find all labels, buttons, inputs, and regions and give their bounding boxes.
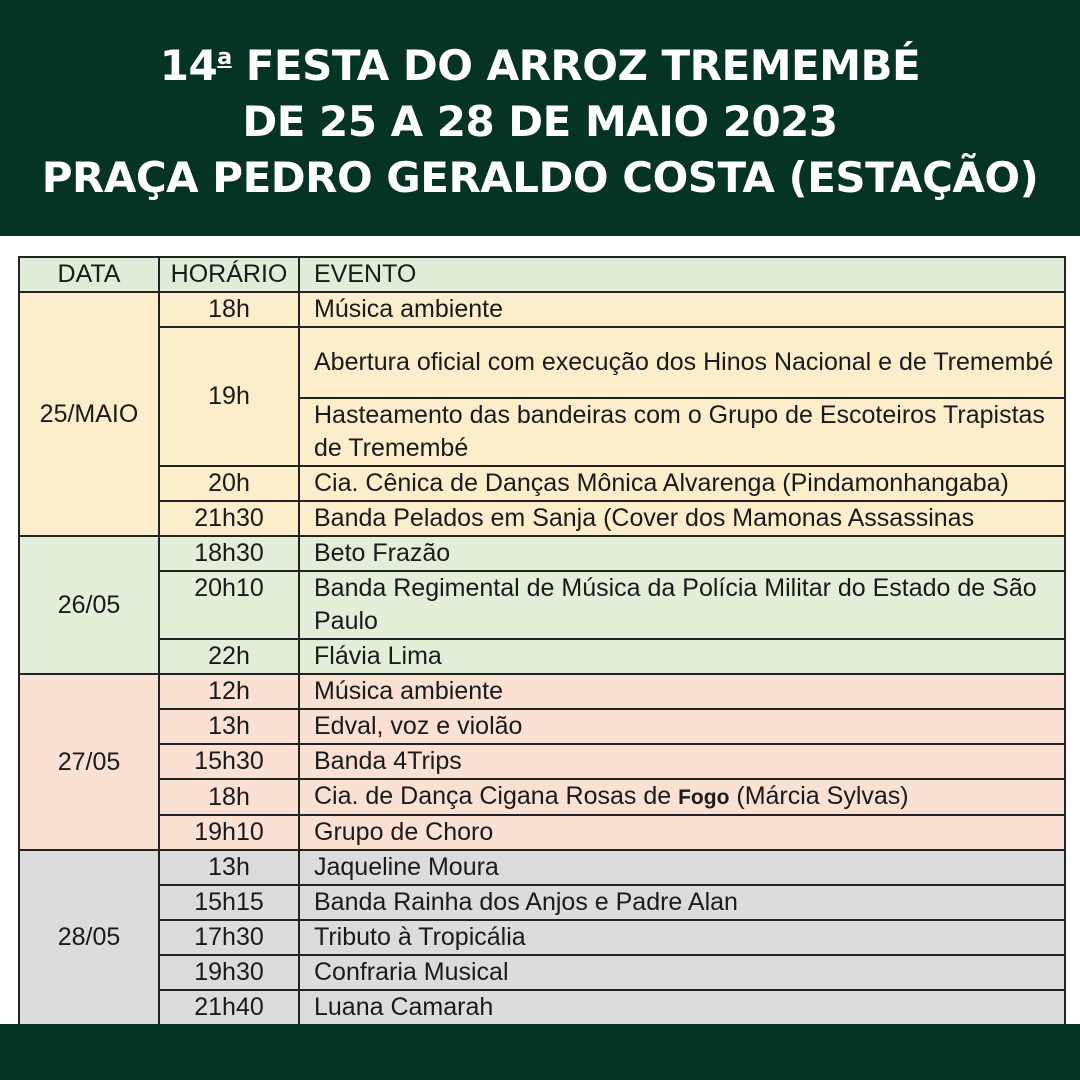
column-header-event: EVENTO bbox=[299, 257, 1065, 292]
time-cell: 20h10 bbox=[159, 571, 299, 639]
festival-name: FESTA DO ARROZ TREMEMBÉ bbox=[231, 41, 921, 90]
day-group-25-maio bbox=[19, 292, 1065, 536]
table-row bbox=[19, 990, 1065, 1025]
edition-ordinal: a bbox=[217, 45, 232, 70]
event-cell: Confraria Musical bbox=[299, 955, 1065, 990]
date-cell: 26/05 bbox=[19, 536, 159, 674]
table-row bbox=[19, 850, 1065, 885]
date-cell: 28/05 bbox=[19, 850, 159, 1025]
time-cell: 19h30 bbox=[159, 955, 299, 990]
column-header-time: HORÁRIO bbox=[159, 257, 299, 292]
event-text-start: Cia. de Dança Cigana Rosas de bbox=[314, 782, 679, 810]
time-cell: 12h bbox=[159, 674, 299, 709]
time-cell: 15h30 bbox=[159, 744, 299, 779]
event-cell: Banda Rainha dos Anjos e Padre Alan bbox=[299, 885, 1065, 920]
table-row bbox=[19, 571, 1065, 639]
time-cell: 21h30 bbox=[159, 501, 299, 536]
event-cell: Banda Pelados em Sanja (Cover dos Mamonas Assassinas bbox=[299, 501, 1065, 536]
table-row bbox=[19, 639, 1065, 674]
event-cell: Grupo de Choro bbox=[299, 815, 1065, 850]
date-cell: 27/05 bbox=[19, 674, 159, 850]
event-cell: Banda Regimental de Música da Polícia Militar do Estado de São Paulo bbox=[299, 571, 1065, 639]
header-location: PRAÇA PEDRO GERALDO COSTA (ESTAÇÃO) bbox=[41, 153, 1039, 202]
day-group-26-05 bbox=[19, 536, 1065, 674]
table-row bbox=[19, 779, 1065, 815]
time-cell: 19h bbox=[159, 327, 299, 466]
table-row bbox=[19, 955, 1065, 990]
table-row bbox=[19, 327, 1065, 398]
event-text-end: (Márcia Sylvas) bbox=[729, 782, 909, 810]
event-header bbox=[0, 0, 1080, 236]
time-cell: 15h15 bbox=[159, 885, 299, 920]
table-row bbox=[19, 815, 1065, 850]
time-cell: 19h10 bbox=[159, 815, 299, 850]
time-cell: 13h bbox=[159, 709, 299, 744]
time-cell: 22h bbox=[159, 639, 299, 674]
table-row bbox=[19, 536, 1065, 571]
event-cell: Música ambiente bbox=[299, 674, 1065, 709]
event-cell bbox=[299, 779, 1065, 815]
table-row bbox=[19, 885, 1065, 920]
table-row bbox=[19, 501, 1065, 536]
event-cell: Jaqueline Moura bbox=[299, 850, 1065, 885]
table-row bbox=[19, 292, 1065, 327]
event-cell: Tributo à Tropicália bbox=[299, 920, 1065, 955]
table-row bbox=[19, 466, 1065, 501]
time-cell: 17h30 bbox=[159, 920, 299, 955]
time-cell: 18h30 bbox=[159, 536, 299, 571]
table-header-row bbox=[19, 257, 1065, 292]
column-header-date: DATA bbox=[19, 257, 159, 292]
time-cell: 13h bbox=[159, 850, 299, 885]
header-dates: DE 25 A 28 DE MAIO 2023 bbox=[242, 97, 838, 146]
table-row bbox=[19, 674, 1065, 709]
event-cell: Hasteamento das bandeiras com o Grupo de Escoteiros Trapistas de Tremembé bbox=[299, 398, 1065, 466]
event-cell: Abertura oficial com execução dos Hinos Nacional e de Tremembé bbox=[299, 327, 1065, 398]
event-cell: Flávia Lima bbox=[299, 639, 1065, 674]
day-group-27-05 bbox=[19, 674, 1065, 850]
table-row bbox=[19, 744, 1065, 779]
event-cell: Beto Frazão bbox=[299, 536, 1065, 571]
table-row bbox=[19, 709, 1065, 744]
event-text-fogo: Fogo bbox=[678, 786, 730, 809]
event-cell: Música ambiente bbox=[299, 292, 1065, 327]
time-cell: 18h bbox=[159, 292, 299, 327]
event-cell: Banda 4Trips bbox=[299, 744, 1065, 779]
time-cell: 20h bbox=[159, 466, 299, 501]
event-cell: Luana Camarah bbox=[299, 990, 1065, 1025]
edition-number: 14 bbox=[159, 41, 218, 90]
time-cell: 21h40 bbox=[159, 990, 299, 1025]
table-row bbox=[19, 920, 1065, 955]
footer-bar bbox=[0, 1024, 1080, 1080]
header-title bbox=[160, 30, 920, 94]
event-cell: Cia. Cênica de Danças Mônica Alvarenga (Pindamonhangaba) bbox=[299, 466, 1065, 501]
date-cell: 25/MAIO bbox=[19, 292, 159, 536]
day-group-28-05 bbox=[19, 850, 1065, 1025]
time-cell: 18h bbox=[159, 779, 299, 815]
event-cell: Edval, voz e violão bbox=[299, 709, 1065, 744]
schedule-table bbox=[18, 256, 1066, 1026]
